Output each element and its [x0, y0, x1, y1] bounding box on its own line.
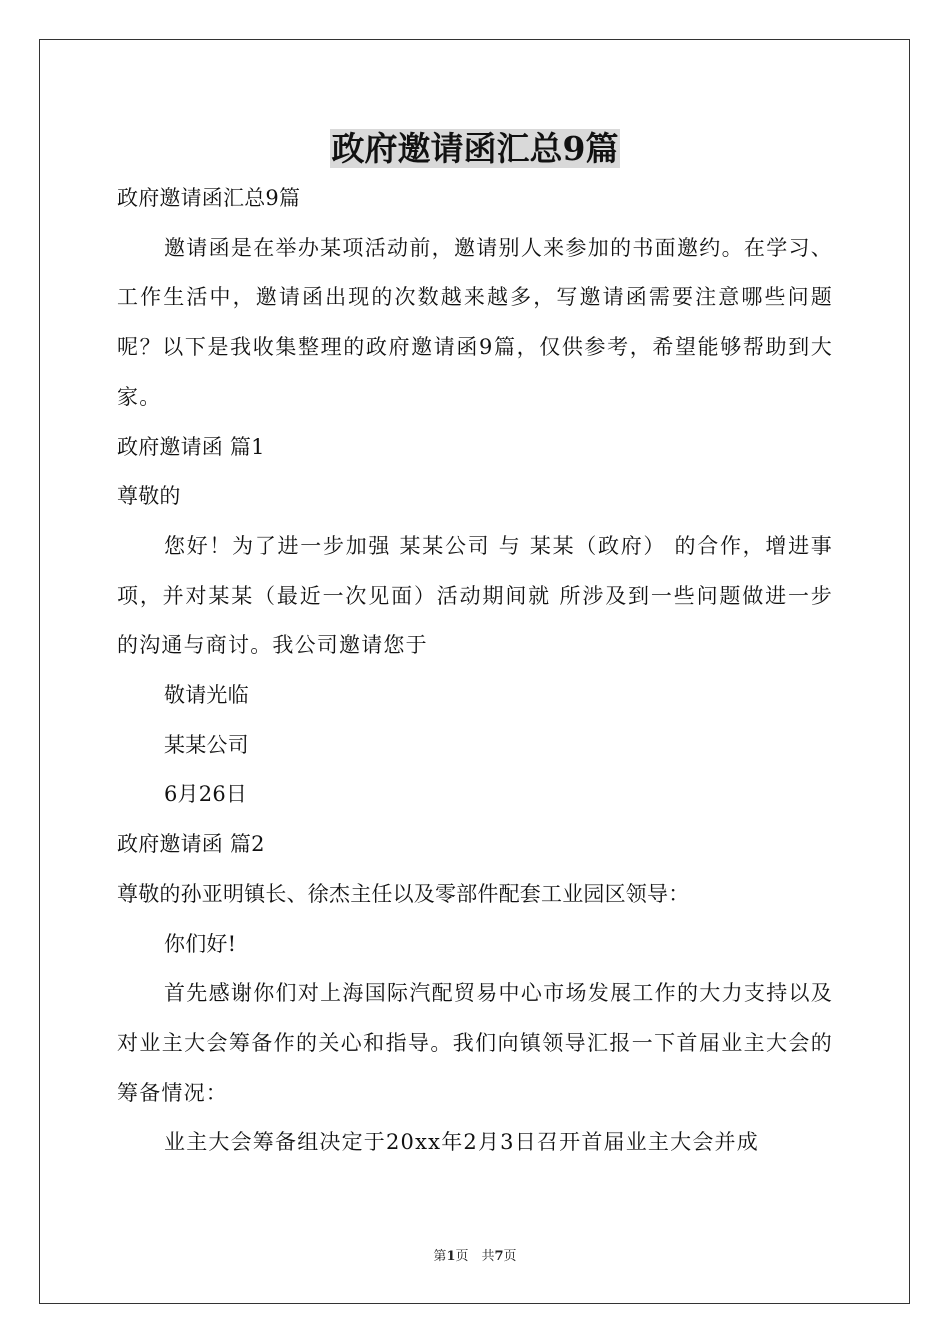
section2-greeting: 你们好!	[164, 931, 237, 956]
document-subtitle: 政府邀请函汇总9篇	[117, 186, 301, 210]
section1-date: 6月26日	[164, 782, 248, 807]
section2-salutation: 尊敬的孙亚明镇长、徐杰主任以及零部件配套工业园区领导：	[117, 881, 690, 906]
section1-salutation: 尊敬的	[117, 484, 181, 509]
section2-paragraph-2: 业主大会筹备组决定于20xx年2月3日召开首届业主大会并成	[164, 1130, 759, 1155]
footer-page-mid: 页 共	[455, 1249, 495, 1264]
document-body	[117, 174, 833, 1168]
section1-signature: 某某公司	[164, 732, 249, 757]
page-footer	[0, 1247, 950, 1267]
footer-page-suffix: 页	[503, 1249, 517, 1264]
footer-page-prefix: 第	[433, 1249, 447, 1264]
section2-paragraph-1: 首先感谢你们对上海国际汽配贸易中心市场发展工作的大力支持以及对业主大会筹备作的关心和指导。我们向镇领导汇报一下首届业主大会的筹备情况：	[117, 981, 833, 1105]
section2-heading: 政府邀请函 篇2	[117, 832, 265, 857]
section1-body: 您好！为了进一步加强 某某公司 与 某某（政府） 的合作，增进事项，并对某某（最近一次见面）活动期间就 所涉及到一些问题做进一步的沟通与商讨。我公司邀请您于	[117, 533, 833, 658]
document-title	[0, 126, 950, 172]
section1-closing: 敬请光临	[164, 683, 249, 708]
footer-page-total: 7	[494, 1249, 504, 1264]
intro-paragraph: 邀请函是在举办某项活动前，邀请别人来参加的书面邀约。在学习、工作生活中，邀请函出现的次数越来越多，写邀请函需要注意哪些问题呢？以下是我收集整理的政府邀请函9篇，仅供参考，希望能够帮助到大家。	[117, 235, 833, 409]
document-title-text: 政府邀请函汇总9篇	[331, 129, 619, 168]
section1-heading: 政府邀请函 篇1	[117, 434, 265, 459]
footer-page-current: 1	[446, 1249, 456, 1264]
